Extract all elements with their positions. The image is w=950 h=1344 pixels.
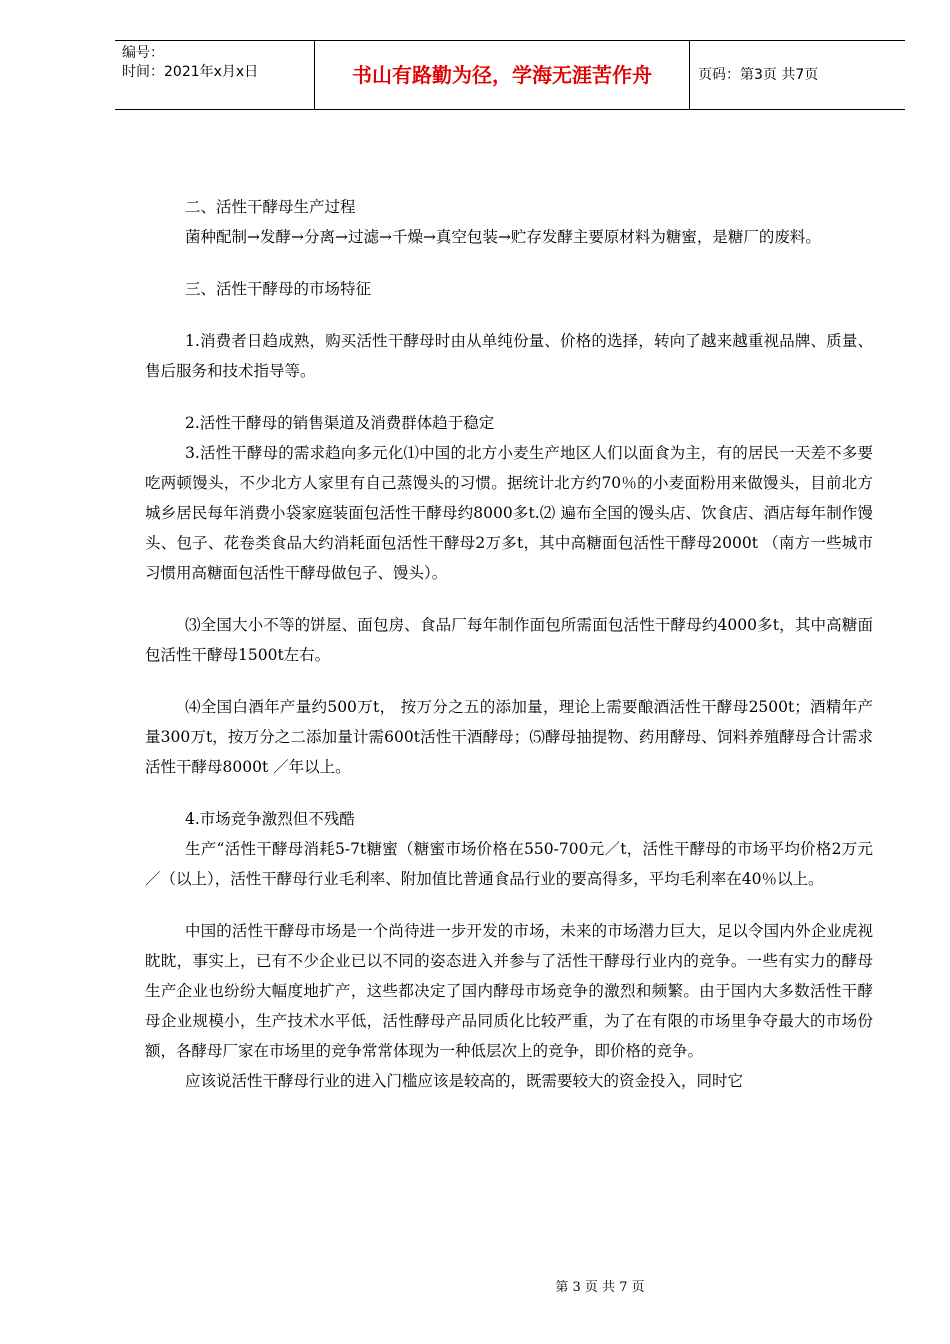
page-header [115,40,905,110]
paragraph-production-process: 菌种配制→发酵→分离→过滤→千燥→真空包装→贮存发酵主要原材料为糖蜜，是糖厂的废料。 [185,228,821,246]
paragraph-market-point-3: 3.活性干酵母的需求趋向多元化⑴中国的北方小麦生产地区人们以面食为主，有的居民一天差不多要吃两顿馒头，不少北方人家里有自己蒸馒头的习惯。据统计北方约70％的小麦面粉用来做馒头，目前北方城乡居民每年消费小袋家庭装面包活性干酵母约8000多t.⑵ 遍布全国的馒头店、饮食店、酒店每年制作馒头、包子、花卷类食品大约消耗面包活性干酵母2万多t，其中高糖面包活性干酵母2000t （南方一些城市习惯用高糖面包活性干酵母做包子、馒头）。 [145,444,873,582]
header-motto: 书山有路勤为径，学海无涯苦作舟 [315,41,690,109]
document-number-label: 编号： [122,45,164,61]
paragraph-market-point-1: 1.消费者日趋成熟，购买活性干酵母时由从单纯份量、价格的选择，转向了越来越重视品牌、质量、售后服务和技术指导等。 [145,332,873,380]
document-time-label: 时间：2021年x月x日 [122,64,259,80]
page-footer [0,1276,950,1295]
paragraph-demand-bakeries: ⑶全国大小不等的饼屋、面包房、食品厂每年制作面包所需面包活性干酵母约4000多t，其中高糖面包活性干酵母1500t左右。 [145,616,873,664]
paragraph-entry-barrier: 应该说活性干酵母行业的进入门槛应该是较高的，既需要较大的资金投入，同时它 [185,1072,744,1090]
paragraph-demand-liquor: ⑷全国白酒年产量约500万t， 按万分之五的添加量，理论上需要酿酒活性干酵母2500t；酒精年产量300万t，按万分之二添加量计需600t活性干酒酵母；⑸酵母抽提物、药用酵母、饲料养殖酵母合计需求活性干酵母8000t ／年以上。 [145,698,873,776]
footer-page-number: 第 3 页 共 7 页 [555,1280,645,1295]
section-heading-production: 二、活性干酵母生产过程 [185,198,356,216]
document-body [145,192,873,1096]
paragraph-production-cost: 生产“活性干酵母消耗5-7t糖蜜（糖蜜市场价格在550-700元／t，活性干酵母的市场平均价格2万元／（以上），活性干酵母行业毛利率、附加值比普通食品行业的要高得多，平均毛利率在40％以上。 [145,840,873,888]
header-meta [115,41,315,109]
paragraph-market-point-2: 2.活性干酵母的销售渠道及消费群体趋于稳定 [185,414,495,432]
paragraph-market-competition: 中国的活性干酵母市场是一个尚待进一步开发的市场，未来的市场潜力巨大，足以令国内外企业虎视眈眈，事实上，已有不少企业已以不同的姿态进入并参与了活性干酵母行业内的竞争。一些有实力的酵母生产企业也纷纷大幅度地扩产，这些都决定了国内酵母市场竞争的激烈和频繁。由于国内大多数活性干酵母企业规模小，生产技术水平低，活性酵母产品同质化比较严重，为了在有限的市场里争夺最大的市场份额，各酵母厂家在市场里的竞争常常体现为一种低层次上的竞争，即价格的竞争。 [145,922,873,1060]
header-page-info: 页码：第3页 共7页 [698,67,819,83]
paragraph-market-point-4: 4.市场竞争激烈但不残酷 [185,810,355,828]
section-heading-market: 三、活性干酵母的市场特征 [185,280,372,298]
